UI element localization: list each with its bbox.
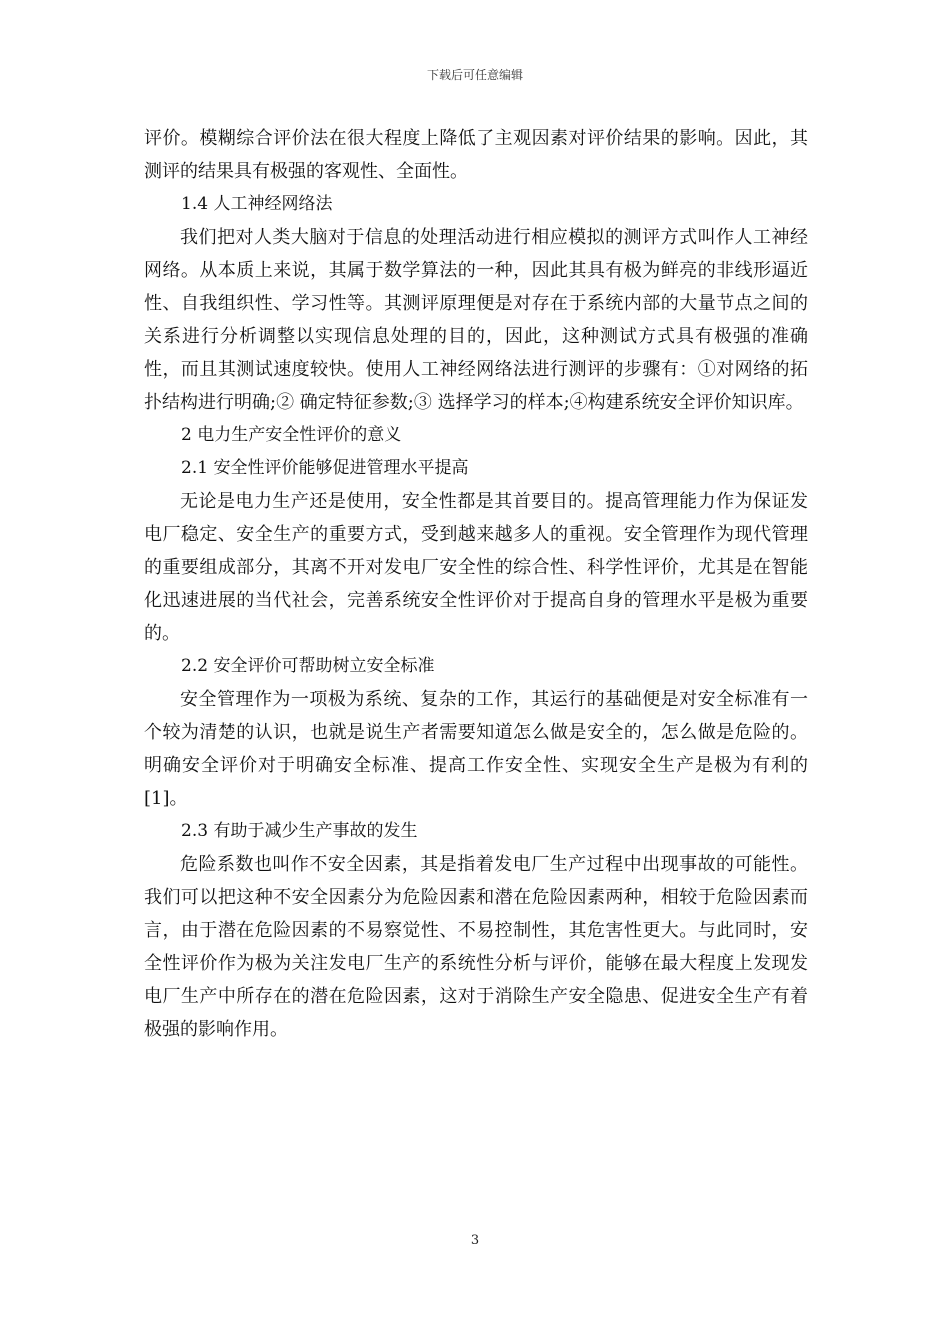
- paragraph-accident-reduction: 危险系数也叫作不安全因素，其是指着发电厂生产过程中出现事故的可能性。我们可以把这种不安全因素分为危险因素和潜在危险因素两种，相较于危险因素而言，由于潜在危险因素的不易察觉性、不易控制性，其危害性更大。与此同时，安全性评价作为极为关注发电厂生产的系统性分析与评价，能够在最大程度上发现发电厂生产中所存在的潜在危险因素，这对于消除生产安全隐患、促进安全生产有着极强的影响作用。: [144, 854, 808, 1040]
- document-body: [144, 122, 808, 1046]
- paragraph-fuzzy-evaluation-end: 评价。模糊综合评价法在很大程度上降低了主观因素对评价结果的影响。因此，其测评的结果具有极强的客观性、全面性。: [144, 128, 808, 182]
- heading-2-1: 2.1 安全性评价能够促进管理水平提高: [181, 458, 469, 478]
- heading-2-2: 2.2 安全评价可帮助树立安全标准: [181, 656, 435, 676]
- heading-1-4: 1.4 人工神经网络法: [181, 194, 333, 214]
- heading-2-3: 2.3 有助于减少生产事故的发生: [181, 821, 418, 841]
- page-number: 3: [470, 1233, 480, 1248]
- paragraph-safety-standard: 安全管理作为一项极为系统、复杂的工作，其运行的基础便是对安全标准有一个较为清楚的认识，也就是说生产者需要知道怎么做是安全的，怎么做是危险的。明确安全评价对于明确安全标准、提高工作安全性、实现安全生产是极为有利的[1]。: [144, 689, 808, 809]
- page-header: 下载后可任意编辑: [426, 68, 523, 82]
- paragraph-management-level: 无论是电力生产还是使用，安全性都是其首要目的。提高管理能力作为保证发电厂稳定、安全生产的重要方式，受到越来越多人的重视。安全管理作为现代管理的重要组成部分，其离不开对发电厂安全性的综合性、科学性评价，尤其是在智能化迅速进展的当代社会，完善系统安全性评价对于提高自身的管理水平是极为重要的。: [144, 491, 808, 644]
- paragraph-neural-network: 我们把对人类大脑对于信息的处理活动进行相应模拟的测评方式叫作人工神经网络。从本质上来说，其属于数学算法的一种，因此其具有极为鲜亮的非线形逼近性、自我组织性、学习性等。其测评原理便是对存在于系统内部的大量节点之间的关系进行分析调整以实现信息处理的目的，因此，这种测试方式具有极强的准确性，而且其测试速度较快。使用人工神经网络法进行测评的步骤有：①对网络的拓扑结构进行明确;② 确定特征参数;③ 选择学习的样本;④构建系统安全评价知识库。: [144, 227, 808, 413]
- heading-2: 2 电力生产安全性评价的意义: [181, 425, 402, 445]
